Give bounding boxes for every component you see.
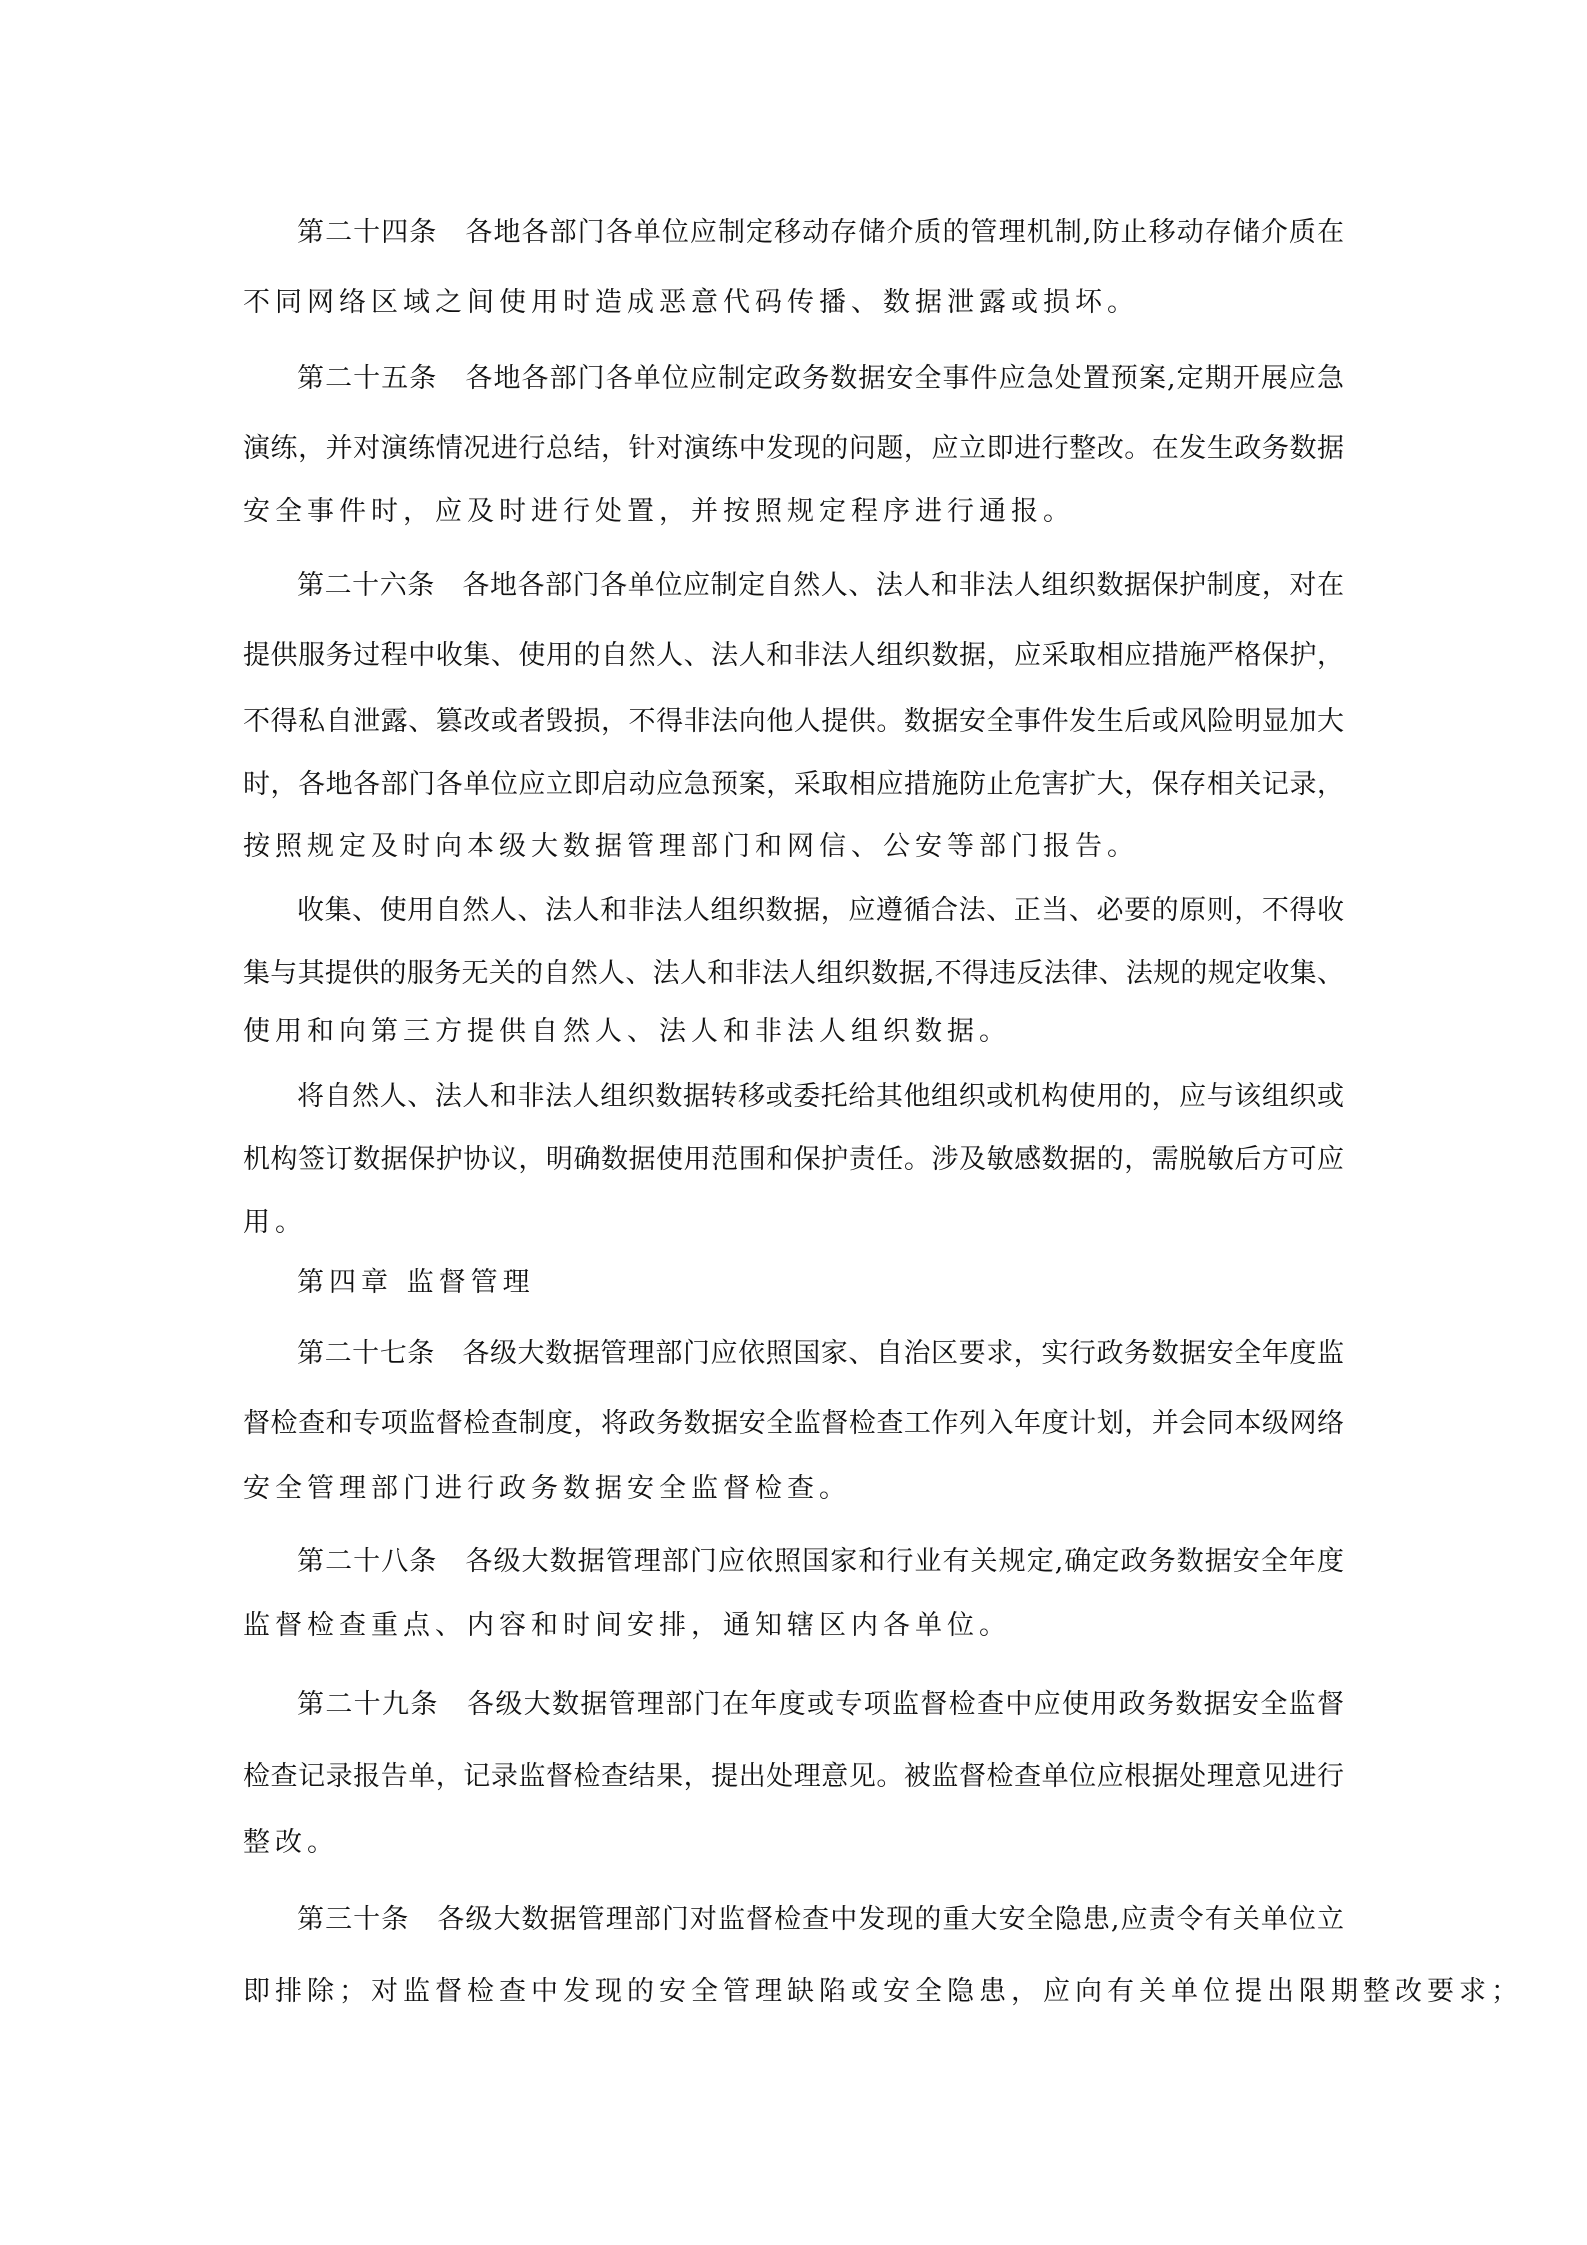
text-line: 提供服务过程中收集、使用的自然人、法人和非法人组织数据，应采取相应措施严格保护， [243, 640, 1344, 671]
text-line: 集与其提供的服务无关的自然人、法人和非法人组织数据,不得违反法律、法规的规定收集、 [243, 958, 1344, 989]
text-line: 将自然人、法人和非法人组织数据转移或委托给其他组织或机构使用的，应与该组织或 [297, 1081, 1344, 1112]
text-line: 安全管理部门进行政务数据安全监督检查。 [243, 1473, 851, 1504]
text-line: 第二十八条 各级大数据管理部门应依照国家和行业有关规定,确定政务数据安全年度 [297, 1546, 1344, 1577]
text-line: 安全事件时，应及时进行处置，并按照规定程序进行通报。 [243, 496, 1075, 527]
text-line: 即排除；对监督检查中发现的安全管理缺陷或安全隐患，应向有关单位提出限期整改要求； [243, 1976, 1523, 2007]
text-line: 不同网络区域之间使用时造成恶意代码传播、数据泄露或损坏。 [243, 287, 1139, 318]
text-line: 第二十九条 各级大数据管理部门在年度或专项监督检查中应使用政务数据安全监督 [297, 1689, 1344, 1720]
text-line: 第四章 监督管理 [297, 1267, 535, 1298]
text-line: 收集、使用自然人、法人和非法人组织数据，应遵循合法、正当、必要的原则，不得收 [297, 895, 1344, 926]
text-line: 机构签订数据保护协议，明确数据使用范围和保护责任。涉及敏感数据的，需脱敏后方可应 [243, 1144, 1344, 1175]
text-line: 用。 [243, 1207, 307, 1238]
text-line: 监督检查重点、内容和时间安排，通知辖区内各单位。 [243, 1610, 1011, 1641]
text-line: 演练，并对演练情况进行总结，针对演练中发现的问题，应立即进行整改。在发生政务数据 [243, 433, 1344, 464]
text-line: 第三十条 各级大数据管理部门对监督检查中发现的重大安全隐患,应责令有关单位立 [297, 1904, 1344, 1935]
text-line: 时，各地各部门各单位应立即启动应急预案，采取相应措施防止危害扩大，保存相关记录， [243, 769, 1344, 800]
text-line: 第二十五条 各地各部门各单位应制定政务数据安全事件应急处置预案,定期开展应急 [297, 363, 1344, 394]
text-line: 按照规定及时向本级大数据管理部门和网信、公安等部门报告。 [243, 831, 1139, 862]
text-line: 督检查和专项监督检查制度，将政务数据安全监督检查工作列入年度计划，并会同本级网络 [243, 1408, 1344, 1439]
text-line: 检查记录报告单，记录监督检查结果，提出处理意见。被监督检查单位应根据处理意见进行 [243, 1761, 1344, 1792]
text-line: 不得私自泄露、篡改或者毁损，不得非法向他人提供。数据安全事件发生后或风险明显加大 [243, 706, 1344, 737]
text-line: 第二十六条 各地各部门各单位应制定自然人、法人和非法人组织数据保护制度，对在 [297, 570, 1344, 601]
text-line: 第二十七条 各级大数据管理部门应依照国家、自治区要求，实行政务数据安全年度监 [297, 1338, 1344, 1369]
text-line: 第二十四条 各地各部门各单位应制定移动存储介质的管理机制,防止移动存储介质在 [297, 217, 1344, 248]
text-line: 使用和向第三方提供自然人、法人和非法人组织数据。 [243, 1016, 1011, 1047]
text-line: 整改。 [243, 1827, 339, 1858]
